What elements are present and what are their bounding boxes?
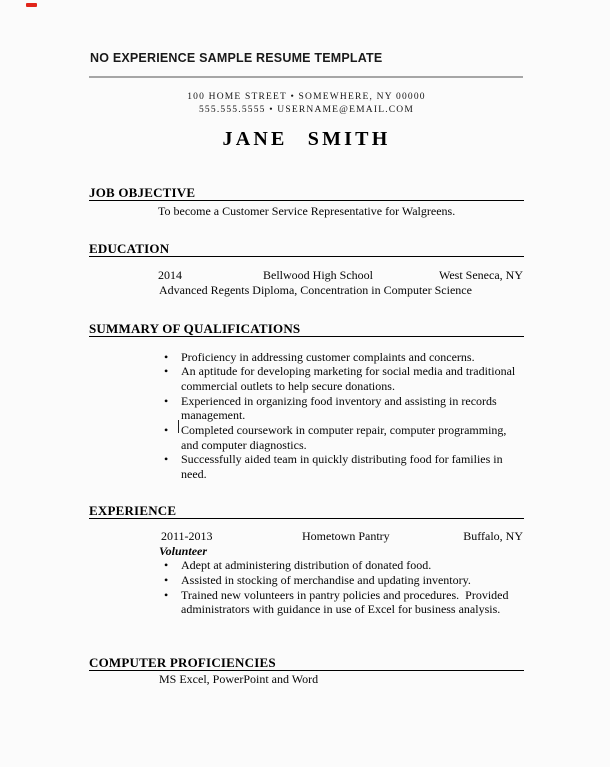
bullet-marker: • (164, 452, 169, 467)
title-divider (89, 76, 523, 78)
list-item (89, 558, 524, 573)
bullet-line: Adept at administering distribution of donated food. (181, 558, 432, 573)
bullet-marker: • (164, 558, 169, 573)
experience-row (89, 529, 524, 544)
red-artifact-mark (26, 3, 37, 7)
bullet-marker: • (164, 349, 169, 364)
experience-heading: EXPERIENCE (89, 504, 524, 519)
summary-heading: SUMMARY OF QUALIFICATIONS (89, 322, 524, 337)
summary-bullet-list (89, 350, 524, 482)
job-objective-heading: JOB OBJECTIVE (89, 186, 524, 201)
bullet-line: Proficiency in addressing customer complaints and concerns. (181, 349, 475, 364)
experience-role: Volunteer (159, 543, 208, 558)
education-heading: EDUCATION (89, 242, 524, 257)
education-row (89, 268, 524, 283)
bullet-marker: • (164, 393, 169, 408)
experience-dates: 2011-2013 (161, 528, 213, 543)
list-item (89, 588, 524, 617)
education-location: West Seneca, NY (438, 267, 523, 282)
experience-location: Buffalo, NY (463, 528, 523, 543)
bullet-marker: • (164, 364, 169, 379)
education-year: 2014 (158, 267, 182, 282)
list-item (89, 364, 524, 393)
list-item (89, 394, 524, 423)
list-item (89, 423, 524, 452)
bullet-line: Successfully aided team in quickly distributing food for families in (181, 452, 503, 467)
bullet-line: Assisted in stocking of merchandise and updating inventory. (181, 572, 471, 587)
section-experience (89, 504, 524, 618)
bullet-line: administrators with guidance in use of Excel for business analysis. (181, 602, 501, 617)
job-objective-text: To become a Customer Service Representative for Walgreens. (158, 203, 456, 218)
section-education (89, 242, 524, 298)
section-job-objective (89, 186, 524, 219)
list-item (89, 350, 524, 365)
list-item (89, 452, 524, 481)
bullet-line: Experienced in organizing food inventory and assisting in records (181, 393, 497, 408)
candidate-name: JANE SMITH (222, 128, 391, 150)
section-summary-of-qualifications (89, 322, 524, 482)
bullet-line: and computer diagnostics. (181, 437, 307, 452)
bullet-line: Completed coursework in computer repair, computer programming, (181, 423, 507, 438)
computer-proficiencies-heading: COMPUTER PROFICIENCIES (89, 656, 524, 671)
bullet-line: An aptitude for developing marketing for social media and traditional (181, 364, 516, 379)
education-school: Bellwood High School (263, 267, 373, 282)
bullet-line: management. (181, 408, 246, 423)
contact-phone-email-line: 555.555.5555 • USERNAME@EMAIL.COM (198, 105, 415, 115)
bullet-marker: • (164, 587, 169, 602)
bullet-line: commercial outlets to help secure donations. (181, 378, 395, 393)
list-item (89, 573, 524, 588)
bullet-marker: • (164, 423, 169, 438)
section-computer-proficiencies (89, 656, 524, 687)
bullet-marker: • (164, 572, 169, 587)
education-detail: Advanced Regents Diploma, Concentration in Computer Science (159, 282, 472, 297)
contact-block (89, 91, 524, 117)
computer-proficiencies-text: MS Excel, PowerPoint and Word (159, 671, 319, 686)
experience-bullet-list (89, 558, 524, 617)
bullet-line: need. (181, 467, 207, 482)
experience-employer: Hometown Pantry (302, 528, 390, 543)
text-cursor (178, 420, 179, 433)
template-title: NO EXPERIENCE SAMPLE RESUME TEMPLATE (90, 51, 383, 65)
bullet-line: Trained new volunteers in pantry policies and procedures. Provided (181, 587, 509, 602)
contact-address-line: 100 HOME STREET • SOMEWHERE, NY 00000 (187, 92, 426, 102)
